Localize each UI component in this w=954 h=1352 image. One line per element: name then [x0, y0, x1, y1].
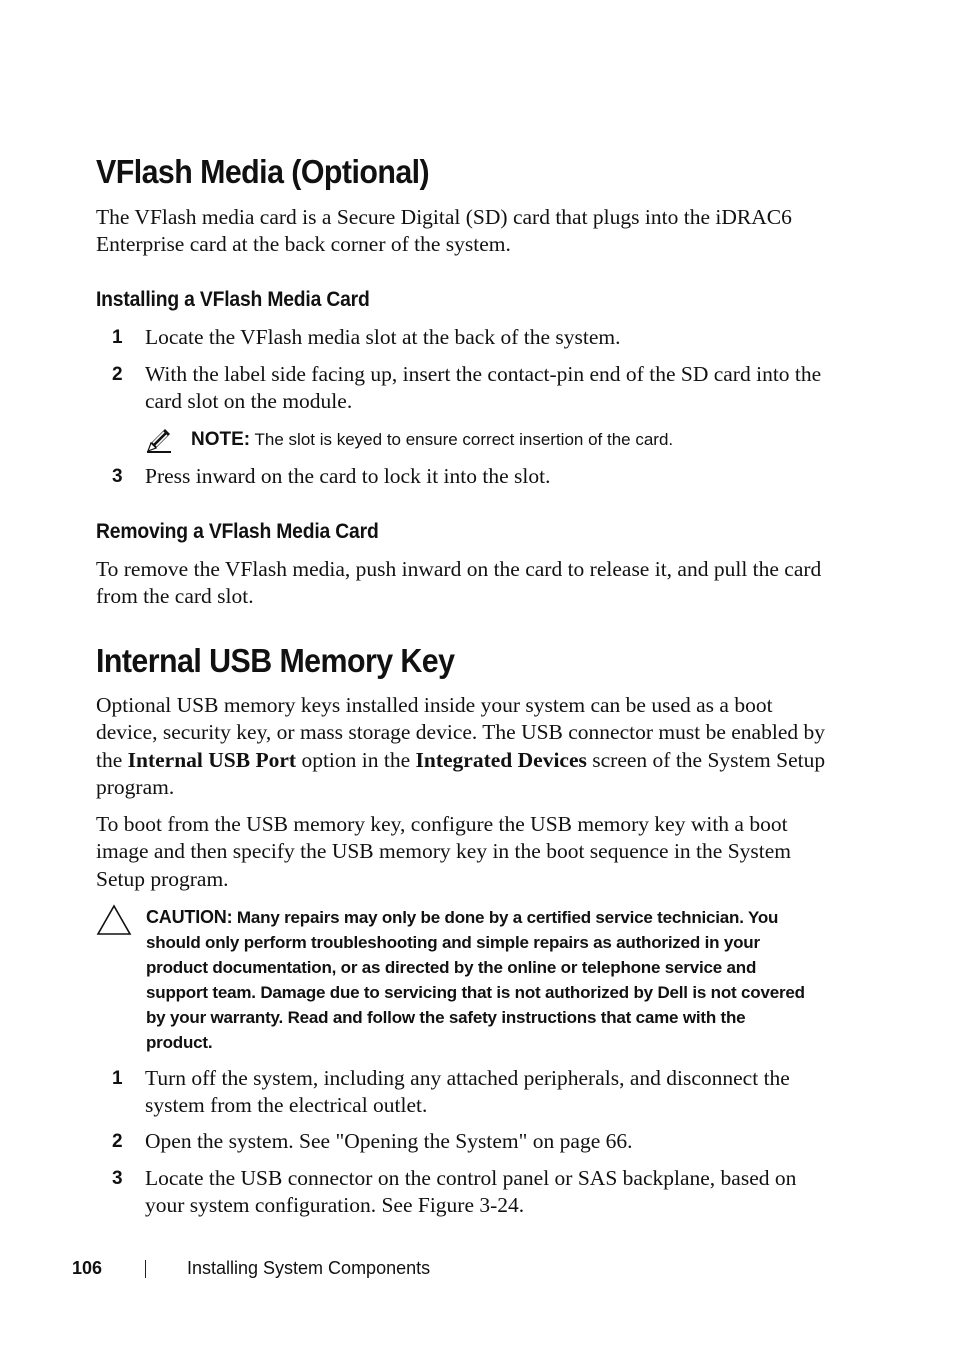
usb-step-number: 2: [112, 1131, 123, 1152]
note-text: The slot is keyed to ensure correct insertion of the card.: [254, 430, 674, 449]
install-step-number: 3: [112, 466, 123, 487]
caution: [146, 905, 806, 1055]
section-title-vflash: VFlash Media (Optional): [96, 153, 430, 190]
caution-label: CAUTION:: [146, 907, 233, 927]
vflash-intro: The VFlash media card is a Secure Digital (SD) card that plugs into the iDRAC6 Enterprise card at the back corner of the system.: [96, 205, 792, 257]
usb-intro-text: option in the: [296, 747, 416, 772]
install-step-number: 2: [112, 364, 123, 385]
usb-step-number: 3: [112, 1168, 123, 1189]
install-step-number: 1: [112, 327, 123, 348]
footer-divider: [145, 1260, 146, 1278]
usb-step-text: Locate the USB connector on the control panel or SAS backplane, based on your system configuration. See Figure 3-24.: [145, 1166, 797, 1218]
note-label: NOTE:: [191, 429, 251, 450]
footer-chapter-title: Installing System Components: [187, 1258, 431, 1278]
install-step-text: Locate the VFlash media slot at the back of the system.: [145, 325, 621, 349]
note-pencil-icon: [145, 426, 173, 454]
page-number: 106: [72, 1258, 103, 1278]
usb-intro-text: screen of the System Setup program.: [96, 747, 826, 799]
removing-text: To remove the VFlash media, push inward on the card to release it, and pull the card from the card slot.: [96, 557, 822, 609]
caution-text: Many repairs may only be done by a certified service technician. You should only perform troubleshooting and simple repairs as authorized in your product documentation, or as directed by the online or telephone service and support team. Damage due to servicing that is not authorized by Dell is not covered by your warranty. Read and follow the safety instructions that came with the product.: [146, 908, 805, 1052]
install-step-text: Press inward on the card to lock it into the slot.: [145, 464, 551, 488]
caution-triangle-icon: [96, 904, 132, 936]
note: [191, 428, 831, 452]
usb-boot-paragraph: To boot from the USB memory key, configure the USB memory key with a boot image and then specify the USB memory key in the boot sequence in the System Setup program.: [96, 812, 792, 891]
usb-intro: [96, 692, 826, 801]
usb-step-text: Open the system. See "Opening the System" on page 66.: [145, 1129, 633, 1153]
subheading-installing-vflash: Installing a VFlash Media Card: [96, 288, 370, 311]
usb-step-text: Turn off the system, including any attached peripherals, and disconnect the system from the electrical outlet.: [145, 1066, 790, 1118]
install-step-text: With the label side facing up, insert the contact-pin end of the SD card into the card slot on the module.: [145, 362, 822, 414]
usb-step-number: 1: [112, 1068, 123, 1089]
section-title-usb: Internal USB Memory Key: [96, 642, 455, 679]
usb-intro-text: Optional USB memory keys installed inside your system can be used as a boot device, security key, or mass storage device. The USB connector must be enabled by the: [96, 693, 825, 772]
subheading-removing-vflash: Removing a VFlash Media Card: [96, 520, 379, 543]
internal-usb-port-option: Internal USB Port: [127, 747, 297, 772]
integrated-devices-screen: Integrated Devices: [415, 747, 587, 772]
